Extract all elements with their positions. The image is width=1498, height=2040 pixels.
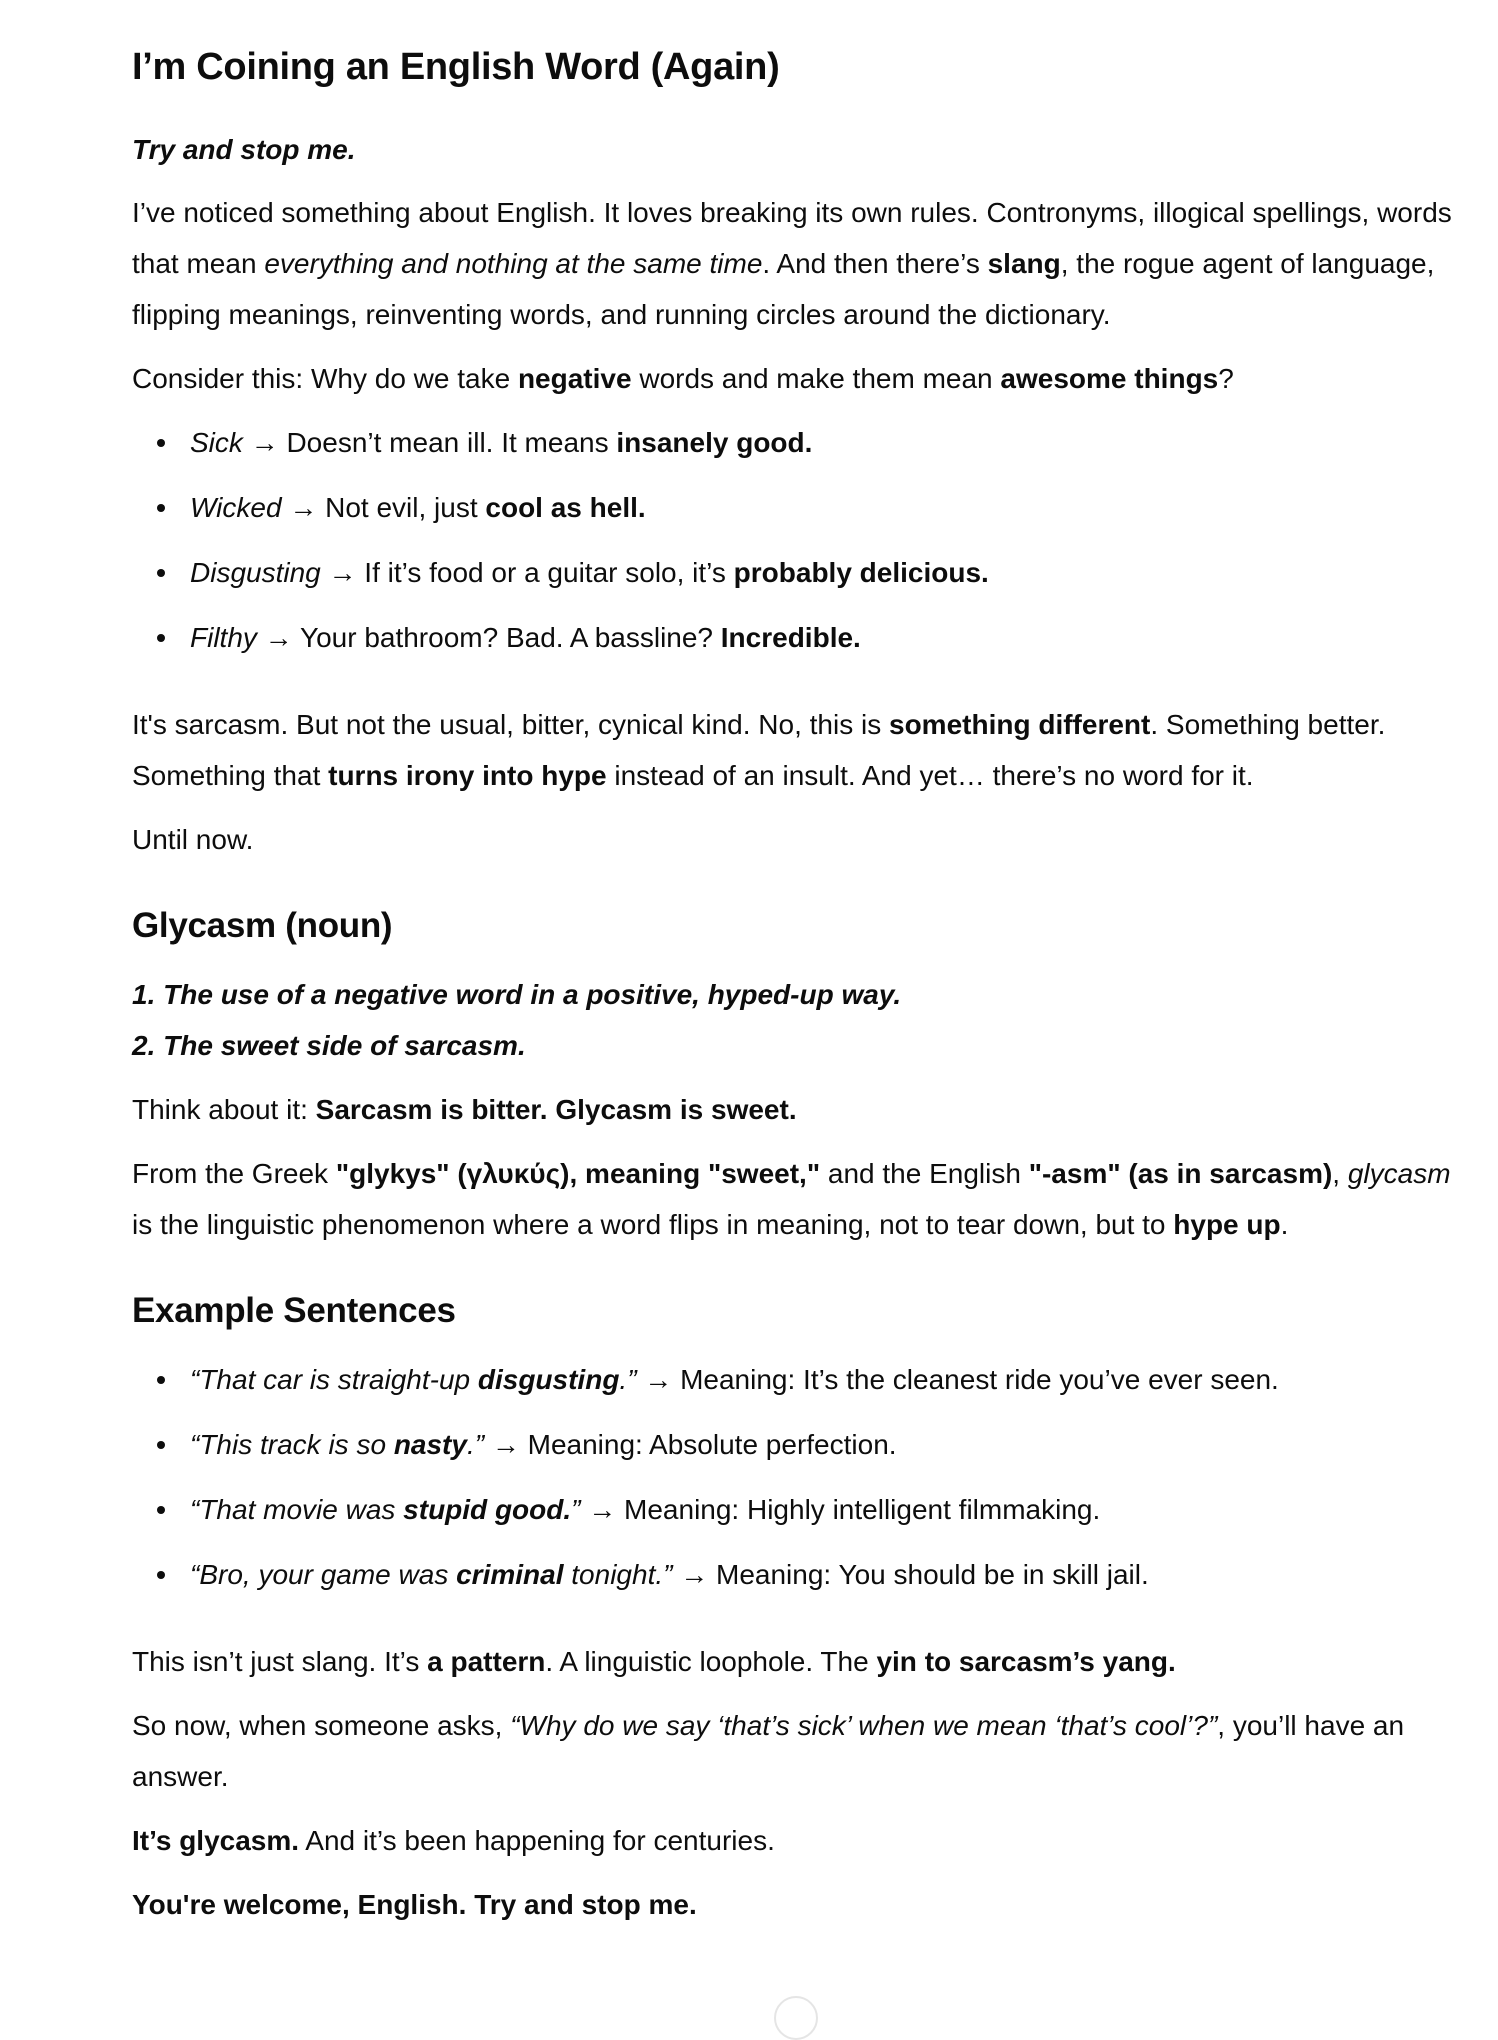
sarcasm-paragraph: It's sarcasm. But not the usual, bitter, cynical kind. No, this is something different. Something better. Something that turns irony into hype instead of an insult. And yet… there’s no word for it. [132, 709, 1386, 791]
list-item: “That car is straight-up disgusting.” → Meaning: It’s the cleanest ride you’ve ever seen. [190, 1354, 1472, 1405]
list-item: “This track is so nasty.” → Meaning: Absolute perfection. [190, 1419, 1472, 1470]
list-item: “That movie was stupid good.” → Meaning: Highly intelligent filmmaking. [190, 1484, 1472, 1535]
definition-2: 2. The sweet side of sarcasm. [132, 1030, 526, 1061]
answer-paragraph: So now, when someone asks, “Why do we say ‘that’s sick’ when we mean ‘that’s cool’?”, you’ll have an answer. [132, 1710, 1405, 1792]
list-item: Disgusting → If it’s food or a guitar solo, it’s probably delicious. [190, 547, 1472, 598]
definition-1: 1. The use of a negative word in a positive, hyped-up way. [132, 979, 902, 1010]
list-item: Wicked → Not evil, just cool as hell. [190, 482, 1472, 533]
examples-heading: Example Sentences [132, 1291, 456, 1330]
intro-paragraph: I’ve noticed something about English. It loves breaking its own rules. Contronyms, illogical spellings, words that mean everything and nothing at the same time. And then there’s slang, the rogue agent of language, flipping meanings, reinventing words, and running circles around the dictionary. [132, 197, 1452, 330]
think-paragraph: Think about it: Sarcasm is bitter. Glycasm is sweet. [132, 1094, 797, 1125]
list-item: Sick → Doesn’t mean ill. It means insanely good. [190, 417, 1472, 468]
consider-paragraph: Consider this: Why do we take negative words and make them mean awesome things? [132, 363, 1234, 394]
list-item: “Bro, your game was criminal tonight.” → Meaning: You should be in skill jail. [190, 1549, 1472, 1600]
pattern-paragraph: This isn’t just slang. It’s a pattern. A linguistic loophole. The yin to sarcasm’s yang. [132, 1646, 1176, 1677]
slang-list [132, 417, 1472, 663]
tagline: Try and stop me. [132, 134, 356, 165]
page-title: I’m Coining an English Word (Again) [132, 46, 780, 88]
until-now-paragraph: Until now. [132, 824, 254, 855]
glycasm-close-paragraph: It’s glycasm. And it’s been happening for centuries. [132, 1825, 775, 1856]
article [132, 40, 1472, 1943]
etymology-paragraph: From the Greek "glykys" (γλυκύς), meaning "sweet," and the English "-asm" (as in sarcasm), glycasm is the linguistic phenomenon where a word flips in meaning, not to tear down, but to hype up. [132, 1158, 1451, 1240]
scroll-down-button[interactable] [774, 1996, 818, 2040]
examples-list [132, 1354, 1472, 1600]
signoff-paragraph: You're welcome, English. Try and stop me. [132, 1889, 697, 1920]
list-item: Filthy → Your bathroom? Bad. A bassline? Incredible. [190, 612, 1472, 663]
definition-heading: Glycasm (noun) [132, 906, 393, 945]
